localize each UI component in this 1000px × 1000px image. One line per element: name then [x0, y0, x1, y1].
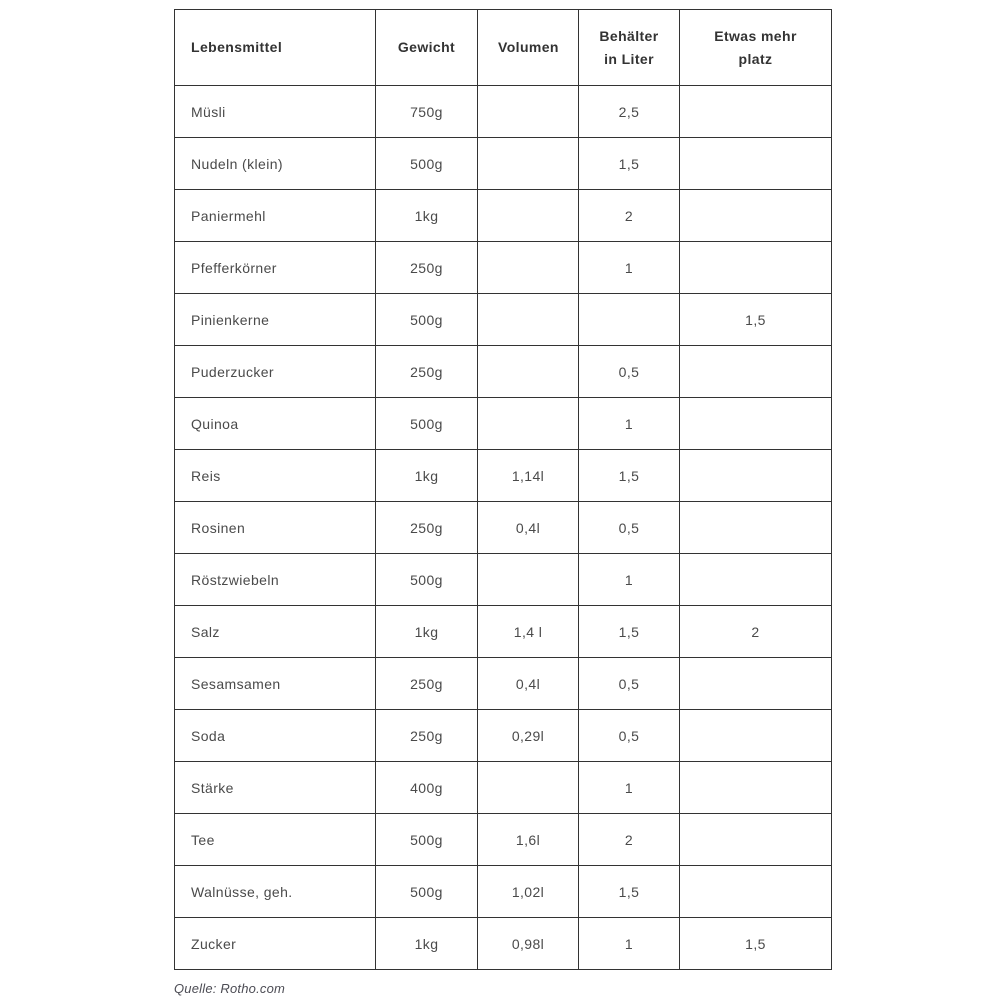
table-cell	[680, 346, 832, 398]
header-cell-4: Etwas mehr platz	[680, 10, 832, 86]
table-cell: Stärke	[175, 762, 376, 814]
table-cell	[478, 762, 579, 814]
table-cell	[680, 554, 832, 606]
table-row	[175, 398, 832, 450]
table-cell: Müsli	[175, 86, 376, 138]
table-cell: 250g	[376, 242, 478, 294]
table-cell: 2,5	[579, 86, 680, 138]
food-storage-table	[174, 9, 832, 970]
table-row	[175, 502, 832, 554]
table-cell: 1	[579, 398, 680, 450]
table-cell: 1	[579, 242, 680, 294]
table-row	[175, 814, 832, 866]
table-row	[175, 190, 832, 242]
table-cell: 500g	[376, 294, 478, 346]
table-cell	[680, 710, 832, 762]
table-cell: 1kg	[376, 190, 478, 242]
table-cell: 0,5	[579, 502, 680, 554]
table-cell: 1	[579, 918, 680, 970]
table-cell: 1,5	[579, 606, 680, 658]
table-cell: Tee	[175, 814, 376, 866]
table-cell	[478, 190, 579, 242]
table-cell: Reis	[175, 450, 376, 502]
table-cell	[478, 346, 579, 398]
header-cell-2: Volumen	[478, 10, 579, 86]
table-cell	[579, 294, 680, 346]
header-row	[175, 10, 832, 86]
table-cell: 0,29l	[478, 710, 579, 762]
table-row	[175, 242, 832, 294]
table-cell: Rosinen	[175, 502, 376, 554]
table-cell: 750g	[376, 86, 478, 138]
table-cell	[478, 294, 579, 346]
table-cell	[680, 86, 832, 138]
table-cell: 1kg	[376, 918, 478, 970]
table-cell: 1kg	[376, 606, 478, 658]
table-row	[175, 346, 832, 398]
table-row	[175, 658, 832, 710]
table-cell: 1,5	[579, 450, 680, 502]
table-cell: 500g	[376, 398, 478, 450]
table-cell	[478, 398, 579, 450]
table-cell	[680, 450, 832, 502]
table-cell: Nudeln (klein)	[175, 138, 376, 190]
table-cell: 1	[579, 762, 680, 814]
table-cell: Quinoa	[175, 398, 376, 450]
table-cell: 0,5	[579, 658, 680, 710]
header-cell-1: Gewicht	[376, 10, 478, 86]
table-cell	[680, 658, 832, 710]
table-row	[175, 138, 832, 190]
table-cell: 250g	[376, 346, 478, 398]
table-cell: 0,4l	[478, 502, 579, 554]
table-row	[175, 710, 832, 762]
table-cell: 500g	[376, 814, 478, 866]
table-cell: 500g	[376, 866, 478, 918]
table-cell: 2	[579, 814, 680, 866]
table-cell: Zucker	[175, 918, 376, 970]
table-row	[175, 554, 832, 606]
table-row	[175, 918, 832, 970]
table-cell: Soda	[175, 710, 376, 762]
table-row	[175, 450, 832, 502]
table-cell: 0,4l	[478, 658, 579, 710]
table-cell	[680, 866, 832, 918]
table-row	[175, 762, 832, 814]
table-cell: 1,02l	[478, 866, 579, 918]
table-cell: 1,4 l	[478, 606, 579, 658]
table-cell: 1,5	[579, 138, 680, 190]
table-row	[175, 866, 832, 918]
table-cell	[478, 138, 579, 190]
table-cell	[680, 762, 832, 814]
table-cell: 2	[680, 606, 832, 658]
table-cell	[478, 242, 579, 294]
table-cell: 1,5	[680, 294, 832, 346]
header-cell-3: Behälter in Liter	[579, 10, 680, 86]
table-cell	[680, 398, 832, 450]
table-cell: 2	[579, 190, 680, 242]
table-cell	[478, 86, 579, 138]
table-row	[175, 606, 832, 658]
table-cell: 500g	[376, 138, 478, 190]
table-body	[175, 86, 832, 970]
table-cell: Röstzwiebeln	[175, 554, 376, 606]
table-cell: 500g	[376, 554, 478, 606]
table-cell: Pfefferkörner	[175, 242, 376, 294]
table-cell: 250g	[376, 710, 478, 762]
table-cell: 1kg	[376, 450, 478, 502]
table-cell: 1,5	[579, 866, 680, 918]
table-cell: 250g	[376, 502, 478, 554]
table-cell: 1,5	[680, 918, 832, 970]
table-cell	[680, 190, 832, 242]
table-cell	[680, 138, 832, 190]
table-cell: 0,5	[579, 710, 680, 762]
table-row	[175, 294, 832, 346]
table-cell: 0,98l	[478, 918, 579, 970]
table-cell	[478, 554, 579, 606]
table-cell: Pinienkerne	[175, 294, 376, 346]
table-cell	[680, 814, 832, 866]
table-cell: Paniermehl	[175, 190, 376, 242]
table-cell: 400g	[376, 762, 478, 814]
table-cell: 1,6l	[478, 814, 579, 866]
header-cell-0: Lebensmittel	[175, 10, 376, 86]
table-cell	[680, 502, 832, 554]
source-note: Quelle: Rotho.com	[174, 981, 286, 996]
table-cell: 0,5	[579, 346, 680, 398]
table-cell: Sesamsamen	[175, 658, 376, 710]
table-cell: 1,14l	[478, 450, 579, 502]
table-cell: 250g	[376, 658, 478, 710]
table-cell: 1	[579, 554, 680, 606]
table-cell: Salz	[175, 606, 376, 658]
table-cell: Puderzucker	[175, 346, 376, 398]
table-cell: Walnüsse, geh.	[175, 866, 376, 918]
table-row	[175, 86, 832, 138]
table-cell	[680, 242, 832, 294]
